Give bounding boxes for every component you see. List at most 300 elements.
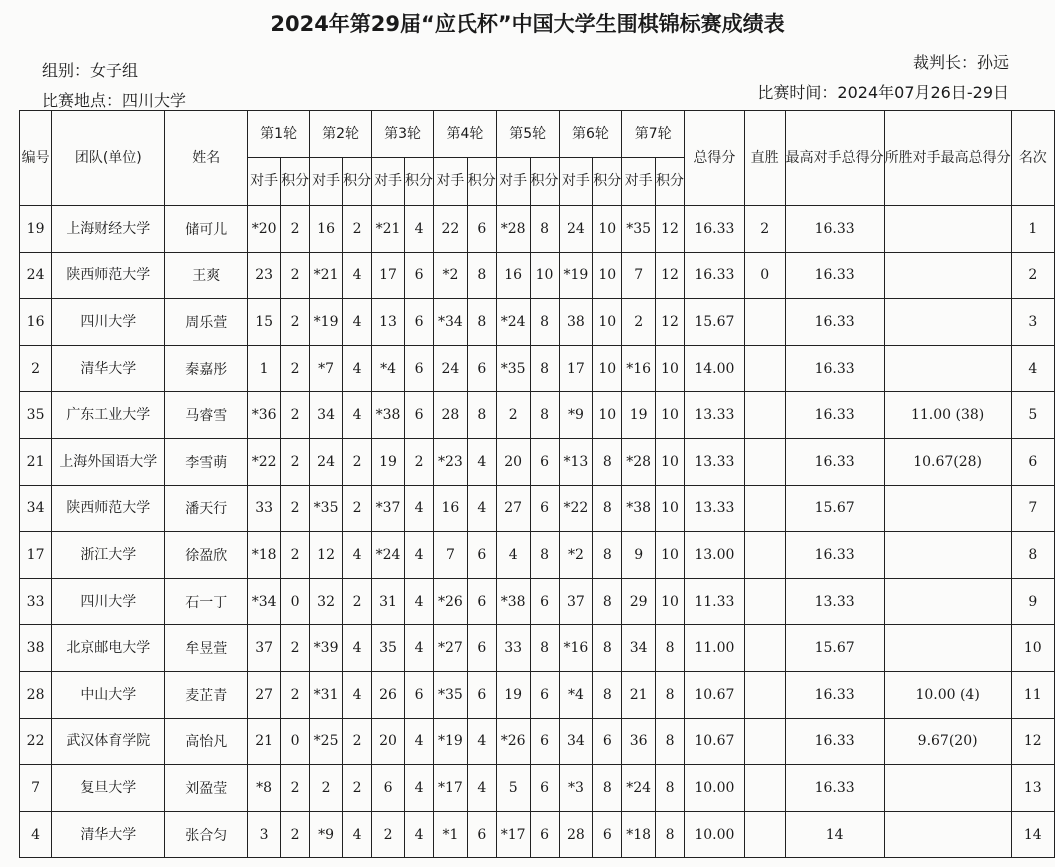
table-row (20, 485, 1055, 532)
round-5-points: 8 (530, 392, 559, 439)
round-5-opponent: 27 (496, 485, 530, 532)
round-4-points: 4 (467, 718, 496, 765)
round-2-opponent: *39 (310, 625, 343, 672)
round-2-points: 4 (343, 811, 372, 858)
round-2-opponent: 32 (310, 578, 343, 625)
round-1-points: 2 (281, 485, 310, 532)
round-3-points: 6 (405, 345, 434, 392)
rank: 4 (1011, 345, 1054, 392)
rank: 12 (1011, 718, 1054, 765)
player-name: 牟昱萱 (165, 625, 248, 672)
round-1-opponent: 37 (248, 625, 281, 672)
direct-wins: 0 (744, 252, 785, 299)
header-name: 姓名 (165, 111, 248, 206)
round-4-opponent: *17 (434, 765, 468, 812)
table-row (20, 532, 1055, 579)
max-opponent-score: 16.33 (785, 765, 884, 812)
round-4-opponent: *1 (434, 811, 468, 858)
round-7-opponent: *16 (622, 345, 656, 392)
round-3-opponent: *21 (372, 206, 405, 253)
rank: 8 (1011, 532, 1054, 579)
round-6-points: 6 (593, 718, 622, 765)
max-opponent-score: 16.33 (785, 671, 884, 718)
round-5-points: 6 (530, 578, 559, 625)
round-7-points: 8 (656, 671, 685, 718)
round-6-points: 8 (593, 671, 622, 718)
round-3-points: 4 (405, 718, 434, 765)
round-5-points: 8 (530, 206, 559, 253)
total-score: 13.00 (685, 532, 745, 579)
direct-wins (744, 345, 785, 392)
rank: 1 (1011, 206, 1054, 253)
total-score: 11.33 (685, 578, 745, 625)
table-row (20, 392, 1055, 439)
player-team: 四川大学 (52, 299, 165, 346)
round-3-points: 4 (405, 765, 434, 812)
header-round-2-opponent: 对手 (310, 158, 343, 206)
header-round-6-opponent: 对手 (559, 158, 593, 206)
beaten-max-score (884, 765, 1011, 812)
rank: 3 (1011, 299, 1054, 346)
round-3-points: 6 (405, 671, 434, 718)
round-6-opponent: *9 (559, 392, 593, 439)
round-7-points: 10 (656, 532, 685, 579)
round-2-opponent: *21 (310, 252, 343, 299)
round-1-opponent: 1 (248, 345, 281, 392)
max-opponent-score: 16.33 (785, 392, 884, 439)
page-title: 2024年第29届“应氏杯”中国大学生围棋锦标赛成绩表 (270, 12, 785, 36)
round-6-opponent: 34 (559, 718, 593, 765)
max-opponent-score: 15.67 (785, 625, 884, 672)
max-opponent-score: 16.33 (785, 532, 884, 579)
player-number: 2 (20, 345, 52, 392)
round-4-points: 6 (467, 345, 496, 392)
venue-label: 比赛地点：四川大学 (42, 91, 187, 110)
round-4-points: 8 (467, 252, 496, 299)
round-6-points: 8 (593, 485, 622, 532)
round-6-points: 10 (593, 252, 622, 299)
total-score: 16.33 (685, 206, 745, 253)
round-5-points: 6 (530, 811, 559, 858)
round-4-opponent: *26 (434, 578, 468, 625)
round-2-points: 4 (343, 252, 372, 299)
player-name: 王爽 (165, 252, 248, 299)
total-score: 13.33 (685, 438, 745, 485)
round-4-opponent: *23 (434, 438, 468, 485)
total-score: 10.67 (685, 671, 745, 718)
beaten-max-score (884, 345, 1011, 392)
round-5-points: 6 (530, 671, 559, 718)
player-number: 33 (20, 578, 52, 625)
round-3-points: 6 (405, 392, 434, 439)
round-4-opponent: *35 (434, 671, 468, 718)
round-7-opponent: *24 (622, 765, 656, 812)
round-2-opponent: 16 (310, 206, 343, 253)
round-4-points: 6 (467, 625, 496, 672)
round-6-opponent: *13 (559, 438, 593, 485)
round-3-opponent: 31 (372, 578, 405, 625)
direct-wins (744, 671, 785, 718)
player-number: 7 (20, 765, 52, 812)
player-number: 38 (20, 625, 52, 672)
header-round-1-points: 积分 (281, 158, 310, 206)
round-4-points: 6 (467, 532, 496, 579)
round-5-opponent: *24 (496, 299, 530, 346)
round-3-opponent: 6 (372, 765, 405, 812)
round-6-points: 8 (593, 765, 622, 812)
round-1-opponent: 27 (248, 671, 281, 718)
beaten-max-score (884, 206, 1011, 253)
round-3-points: 4 (405, 625, 434, 672)
player-number: 24 (20, 252, 52, 299)
group-label: 组别：女子组 (42, 61, 139, 80)
referee-label: 裁判长：孙远 (912, 53, 1009, 72)
round-2-points: 2 (343, 765, 372, 812)
round-7-opponent: *35 (622, 206, 656, 253)
header-team: 团队(单位) (52, 111, 165, 206)
player-team: 复旦大学 (52, 765, 165, 812)
round-3-points: 4 (405, 206, 434, 253)
round-3-points: 6 (405, 299, 434, 346)
player-name: 徐盈欣 (165, 532, 248, 579)
player-team: 清华大学 (52, 811, 165, 858)
round-4-points: 6 (467, 811, 496, 858)
round-2-points: 2 (343, 578, 372, 625)
round-6-points: 10 (593, 299, 622, 346)
player-team: 浙江大学 (52, 532, 165, 579)
beaten-max-score: 10.67(28) (884, 438, 1011, 485)
round-2-opponent: *9 (310, 811, 343, 858)
header-round-7-points: 积分 (656, 158, 685, 206)
max-opponent-score: 13.33 (785, 578, 884, 625)
round-6-points: 8 (593, 438, 622, 485)
header-direct: 直胜 (744, 111, 785, 206)
header-round-6: 第6轮 (559, 111, 622, 158)
rank: 14 (1011, 811, 1054, 858)
round-7-opponent: 2 (622, 299, 656, 346)
header-total: 总得分 (685, 111, 745, 206)
beaten-max-score (884, 252, 1011, 299)
player-name: 潘天行 (165, 485, 248, 532)
round-3-opponent: 17 (372, 252, 405, 299)
header-round-7-opponent: 对手 (622, 158, 656, 206)
round-3-points: 6 (405, 252, 434, 299)
round-4-points: 6 (467, 671, 496, 718)
header-round-4: 第4轮 (434, 111, 497, 158)
player-number: 4 (20, 811, 52, 858)
round-3-opponent: 19 (372, 438, 405, 485)
beaten-max-score (884, 485, 1011, 532)
round-7-points: 10 (656, 345, 685, 392)
round-7-points: 10 (656, 438, 685, 485)
round-7-opponent: 34 (622, 625, 656, 672)
round-4-points: 4 (467, 765, 496, 812)
round-1-opponent: 23 (248, 252, 281, 299)
round-7-points: 12 (656, 252, 685, 299)
table-row (20, 671, 1055, 718)
direct-wins (744, 765, 785, 812)
round-5-opponent: *26 (496, 718, 530, 765)
direct-wins (744, 578, 785, 625)
round-1-opponent: *22 (248, 438, 281, 485)
round-4-points: 4 (467, 438, 496, 485)
round-7-points: 10 (656, 485, 685, 532)
round-1-points: 2 (281, 811, 310, 858)
round-2-points: 2 (343, 718, 372, 765)
round-3-opponent: 13 (372, 299, 405, 346)
header-max-opponent: 最高对手总得分 (785, 111, 884, 206)
table-row (20, 299, 1055, 346)
round-1-points: 2 (281, 438, 310, 485)
round-5-opponent: 20 (496, 438, 530, 485)
player-number: 35 (20, 392, 52, 439)
player-name: 石一丁 (165, 578, 248, 625)
round-3-opponent: *4 (372, 345, 405, 392)
rank: 5 (1011, 392, 1054, 439)
round-5-opponent: *38 (496, 578, 530, 625)
round-1-opponent: *18 (248, 532, 281, 579)
round-4-opponent: *19 (434, 718, 468, 765)
round-2-points: 4 (343, 671, 372, 718)
direct-wins (744, 625, 785, 672)
round-4-points: 6 (467, 578, 496, 625)
round-6-opponent: 24 (559, 206, 593, 253)
direct-wins (744, 811, 785, 858)
round-1-points: 0 (281, 718, 310, 765)
beaten-max-score: 9.67(20) (884, 718, 1011, 765)
player-number: 22 (20, 718, 52, 765)
direct-wins (744, 532, 785, 579)
round-6-points: 10 (593, 392, 622, 439)
direct-wins (744, 438, 785, 485)
player-number: 16 (20, 299, 52, 346)
rank: 6 (1011, 438, 1054, 485)
round-3-opponent: 20 (372, 718, 405, 765)
player-name: 刘盈莹 (165, 765, 248, 812)
round-3-opponent: 35 (372, 625, 405, 672)
round-7-opponent: 7 (622, 252, 656, 299)
round-5-points: 8 (530, 625, 559, 672)
player-name: 李雪萌 (165, 438, 248, 485)
round-2-points: 2 (343, 438, 372, 485)
direct-wins (744, 299, 785, 346)
table-row (20, 625, 1055, 672)
round-3-points: 4 (405, 532, 434, 579)
round-6-opponent: 17 (559, 345, 593, 392)
table-row (20, 765, 1055, 812)
max-opponent-score: 15.67 (785, 485, 884, 532)
header-no: 编号 (20, 111, 52, 206)
round-6-opponent: *3 (559, 765, 593, 812)
player-team: 中山大学 (52, 671, 165, 718)
match-time-label: 比赛时间：2024年07月26日-29日 (757, 83, 1009, 102)
table-row (20, 252, 1055, 299)
total-score: 13.33 (685, 392, 745, 439)
rank: 10 (1011, 625, 1054, 672)
round-5-points: 6 (530, 765, 559, 812)
round-5-opponent: 33 (496, 625, 530, 672)
round-6-points: 6 (593, 811, 622, 858)
round-3-opponent: 2 (372, 811, 405, 858)
player-name: 马睿雪 (165, 392, 248, 439)
round-5-opponent: *35 (496, 345, 530, 392)
direct-wins: 2 (744, 206, 785, 253)
beaten-max-score (884, 811, 1011, 858)
round-2-opponent: *19 (310, 299, 343, 346)
round-7-points: 8 (656, 765, 685, 812)
round-7-opponent: 21 (622, 671, 656, 718)
round-5-points: 8 (530, 532, 559, 579)
round-5-points: 8 (530, 299, 559, 346)
round-2-opponent: 34 (310, 392, 343, 439)
round-6-points: 8 (593, 532, 622, 579)
round-4-opponent: 28 (434, 392, 468, 439)
round-7-points: 12 (656, 206, 685, 253)
round-2-points: 2 (343, 206, 372, 253)
rank: 11 (1011, 671, 1054, 718)
round-1-points: 2 (281, 345, 310, 392)
round-1-opponent: 21 (248, 718, 281, 765)
round-1-opponent: *36 (248, 392, 281, 439)
player-team: 上海财经大学 (52, 206, 165, 253)
round-3-points: 4 (405, 485, 434, 532)
round-4-points: 4 (467, 485, 496, 532)
max-opponent-score: 14 (785, 811, 884, 858)
player-name: 麦芷青 (165, 671, 248, 718)
round-6-opponent: 38 (559, 299, 593, 346)
player-number: 17 (20, 532, 52, 579)
round-1-points: 2 (281, 392, 310, 439)
round-7-points: 8 (656, 718, 685, 765)
header-round-1-opponent: 对手 (248, 158, 281, 206)
player-number: 21 (20, 438, 52, 485)
round-4-opponent: 7 (434, 532, 468, 579)
direct-wins (744, 718, 785, 765)
round-4-opponent: 16 (434, 485, 468, 532)
player-team: 北京邮电大学 (52, 625, 165, 672)
round-1-opponent: 3 (248, 811, 281, 858)
round-6-points: 10 (593, 206, 622, 253)
round-2-opponent: *25 (310, 718, 343, 765)
table-row (20, 578, 1055, 625)
round-7-points: 10 (656, 578, 685, 625)
round-7-opponent: *18 (622, 811, 656, 858)
header-round-4-opponent: 对手 (434, 158, 468, 206)
round-7-opponent: *28 (622, 438, 656, 485)
header-round-4-points: 积分 (467, 158, 496, 206)
round-1-points: 2 (281, 252, 310, 299)
round-2-opponent: *7 (310, 345, 343, 392)
table-row (20, 345, 1055, 392)
beaten-max-score (884, 532, 1011, 579)
round-6-opponent: *22 (559, 485, 593, 532)
max-opponent-score: 16.33 (785, 206, 884, 253)
beaten-max-score (884, 625, 1011, 672)
round-1-opponent: 33 (248, 485, 281, 532)
round-2-points: 4 (343, 625, 372, 672)
round-7-points: 12 (656, 299, 685, 346)
round-3-points: 4 (405, 578, 434, 625)
round-1-opponent: *8 (248, 765, 281, 812)
round-1-points: 2 (281, 625, 310, 672)
total-score: 10.00 (685, 811, 745, 858)
round-2-opponent: *31 (310, 671, 343, 718)
header-round-7: 第7轮 (622, 111, 685, 158)
round-7-points: 10 (656, 392, 685, 439)
round-5-opponent: 5 (496, 765, 530, 812)
header-round-5: 第5轮 (496, 111, 559, 158)
player-number: 34 (20, 485, 52, 532)
round-6-opponent: *4 (559, 671, 593, 718)
round-3-opponent: 26 (372, 671, 405, 718)
round-5-points: 6 (530, 718, 559, 765)
total-score: 15.67 (685, 299, 745, 346)
round-2-points: 4 (343, 345, 372, 392)
player-name: 周乐萱 (165, 299, 248, 346)
round-2-opponent: 2 (310, 765, 343, 812)
header-round-5-points: 积分 (530, 158, 559, 206)
round-5-opponent: 2 (496, 392, 530, 439)
header-round-3-opponent: 对手 (372, 158, 405, 206)
round-7-opponent: 9 (622, 532, 656, 579)
round-6-opponent: *2 (559, 532, 593, 579)
header-round-2: 第2轮 (310, 111, 372, 158)
player-name: 秦嘉彤 (165, 345, 248, 392)
round-7-opponent: *38 (622, 485, 656, 532)
round-2-opponent: 24 (310, 438, 343, 485)
round-7-opponent: 29 (622, 578, 656, 625)
round-6-points: 8 (593, 625, 622, 672)
round-4-points: 8 (467, 299, 496, 346)
round-5-points: 8 (530, 345, 559, 392)
round-3-points: 4 (405, 811, 434, 858)
round-2-points: 4 (343, 392, 372, 439)
round-4-points: 8 (467, 392, 496, 439)
round-4-opponent: 24 (434, 345, 468, 392)
round-6-opponent: *19 (559, 252, 593, 299)
round-2-points: 4 (343, 532, 372, 579)
header-round-1: 第1轮 (248, 111, 310, 158)
rank: 7 (1011, 485, 1054, 532)
player-number: 19 (20, 206, 52, 253)
round-1-opponent: 15 (248, 299, 281, 346)
round-3-opponent: *37 (372, 485, 405, 532)
player-team: 陕西师范大学 (52, 485, 165, 532)
total-score: 10.00 (685, 765, 745, 812)
round-6-opponent: 37 (559, 578, 593, 625)
max-opponent-score: 16.33 (785, 718, 884, 765)
round-3-opponent: *38 (372, 392, 405, 439)
beaten-max-score (884, 578, 1011, 625)
table-row (20, 811, 1055, 858)
max-opponent-score: 16.33 (785, 438, 884, 485)
round-6-opponent: *16 (559, 625, 593, 672)
table-row (20, 718, 1055, 765)
results-table (19, 110, 1055, 858)
round-1-points: 0 (281, 578, 310, 625)
round-1-points: 2 (281, 206, 310, 253)
player-team: 四川大学 (52, 578, 165, 625)
rank: 9 (1011, 578, 1054, 625)
round-2-opponent: *35 (310, 485, 343, 532)
round-4-opponent: *27 (434, 625, 468, 672)
total-score: 13.33 (685, 485, 745, 532)
round-3-points: 2 (405, 438, 434, 485)
round-1-points: 2 (281, 299, 310, 346)
round-7-opponent: 36 (622, 718, 656, 765)
beaten-max-score: 10.00 (4) (884, 671, 1011, 718)
player-team: 清华大学 (52, 345, 165, 392)
